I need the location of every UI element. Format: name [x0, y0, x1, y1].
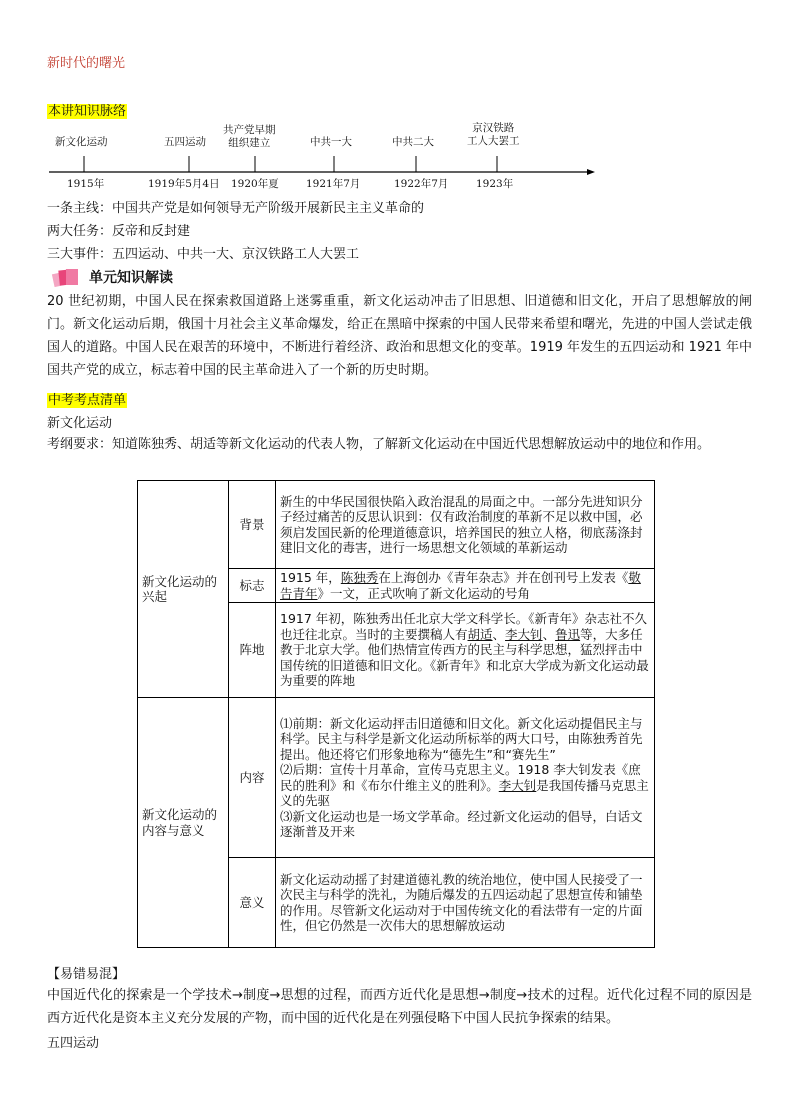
section-heading-knowledge-map	[47, 100, 127, 119]
timeline-date: 1923年	[476, 178, 514, 190]
row-label: 标志	[229, 569, 276, 603]
timeline-date: 1919年5月4日	[148, 178, 220, 190]
exam-requirement: 考纲要求：知道陈独秀、胡适等新文化运动的代表人物，了解新文化运动在中国近代思想解放运动中的地位和作用。	[47, 437, 711, 452]
row-label: 阵地	[229, 603, 276, 698]
three-events-text: 三大事件：五四运动、中共一大、京汉铁路工人大罢工	[47, 247, 360, 262]
row-label: 意义	[229, 858, 276, 948]
table-group-content: 新文化运动的内容与意义	[138, 698, 229, 948]
timeline-date: 1915年	[67, 178, 105, 190]
timeline-event-label: 中共一大	[310, 136, 352, 148]
row-content: 新文化运动动摇了封建道德礼教的统治地位，使中国人民接受了一次民主与科学的洗礼，为随后爆发的五四运动起了思想宣传和铺垫的作用。尽管新文化运动对于中国传统文化的看法带有一定的片面性，但它仍然是一次伟大的思想解放运动	[276, 858, 655, 948]
row-content: 1915 年，陈独秀在上海创办《青年杂志》并在创刊号上发表《敬告青年》一文，正式吹响了新文化运动的号角	[276, 569, 655, 603]
topic-heading: 五四运动	[47, 1036, 100, 1051]
timeline	[47, 118, 607, 198]
unit-knowledge-banner	[47, 266, 207, 288]
timeline-event-label: 新文化运动	[55, 136, 108, 148]
timeline-date: 1922年7月	[394, 178, 449, 190]
book-stack-icon	[51, 267, 83, 287]
timeline-event-label: 中共二大	[392, 136, 434, 148]
confusion-text: 中国近代化的探索是一个学技术→制度→思想的过程，而西方近代化是思想→制度→技术的过程。近代化过程不同的原因是西方近代化是资本主义充分发展的产物，而中国的近代化是在列强侵略下中国人民抗争探索的结果。	[47, 988, 752, 1026]
row-label: 背景	[229, 481, 276, 569]
row-label: 内容	[229, 698, 276, 858]
unit-banner-label: 单元知识解读	[89, 270, 173, 286]
row-content: ⑴前期：新文化运动抨击旧道德和旧文化。新文化运动提倡民主与科学。民主与科学是新文化运动所标举的两大口号，由陈独秀首先提出。他还将它们形象地称为“德先生”和“赛先生” ⑵后期：宣传十月革命，宣传马克思主义。1918 李大钊发表《庶民的胜利》和《布尔什维主义的胜利》。李大钊是我国传播马克思主义的先驱 ⑶新文化运动也是一场文学革命。经过新文化运动的倡导，白话文逐渐普及开来	[276, 698, 655, 858]
row-content: 1917 年初，陈独秀出任北京大学文科学长。《新青年》杂志社不久也迁往北京。当时的主要撰稿人有胡适、李大钊、鲁迅等，大多任教于北京大学。他们热情宣传西方的民主与科学思想，猛烈抨击中国传统的旧道德和旧文化。《新青年》和北京大学成为新文化运动最为重要的阵地	[276, 603, 655, 698]
table-group-rise: 新文化运动的兴起	[138, 481, 229, 698]
section-label: 中考考点清单	[48, 393, 127, 408]
section-heading-exam-points	[47, 389, 127, 408]
intro-paragraph: 20 世纪初期，中国人民在探索救国道路上迷雾重重，新文化运动冲击了旧思想、旧道德和旧文化，开启了思想解放的闸门。新文化运动后期，俄国十月社会主义革命爆发，给正在黑暗中探索的中国人民带来希望和曙光，先进的中国人尝试走俄国人的道路。中国人民在艰苦的环境中，不断进行着经济、政治和思想文化的变革。1919 年发生的五四运动和 1921 年中国共产党的成立，标志着中国的民主革命进入了一个新的历史时期。	[47, 294, 752, 378]
main-line-text: 一条主线：中国共产党是如何领导无产阶级开展新民主主义革命的	[47, 201, 425, 216]
row-content: 新生的中华民国很快陷入政治混乱的局面之中。一部分先进知识分子经过痛苦的反思认识到：仅有政治制度的革新不足以救中国，必须启发国民新的伦理道德意识，培养国民的独立人格，彻底荡涤封建旧文化的毒害，进行一场思想文化领域的革新运动	[276, 481, 655, 569]
timeline-date: 1921年7月	[306, 178, 361, 190]
timeline-event-label: 五四运动	[164, 136, 206, 148]
section-label: 本讲知识脉络	[48, 104, 127, 119]
timeline-event-label: 京汉铁路 工人大罢工	[467, 122, 520, 147]
knowledge-table	[137, 480, 655, 948]
confusion-heading: 【易错易混】	[47, 967, 126, 982]
timeline-date: 1920年夏	[231, 178, 279, 190]
timeline-event-label: 共产党早期 组织建立	[223, 124, 276, 149]
topic-heading: 新文化运动	[47, 416, 113, 431]
two-tasks-text: 两大任务：反帝和反封建	[47, 224, 191, 239]
document-title: 新时代的曙光	[47, 56, 126, 71]
